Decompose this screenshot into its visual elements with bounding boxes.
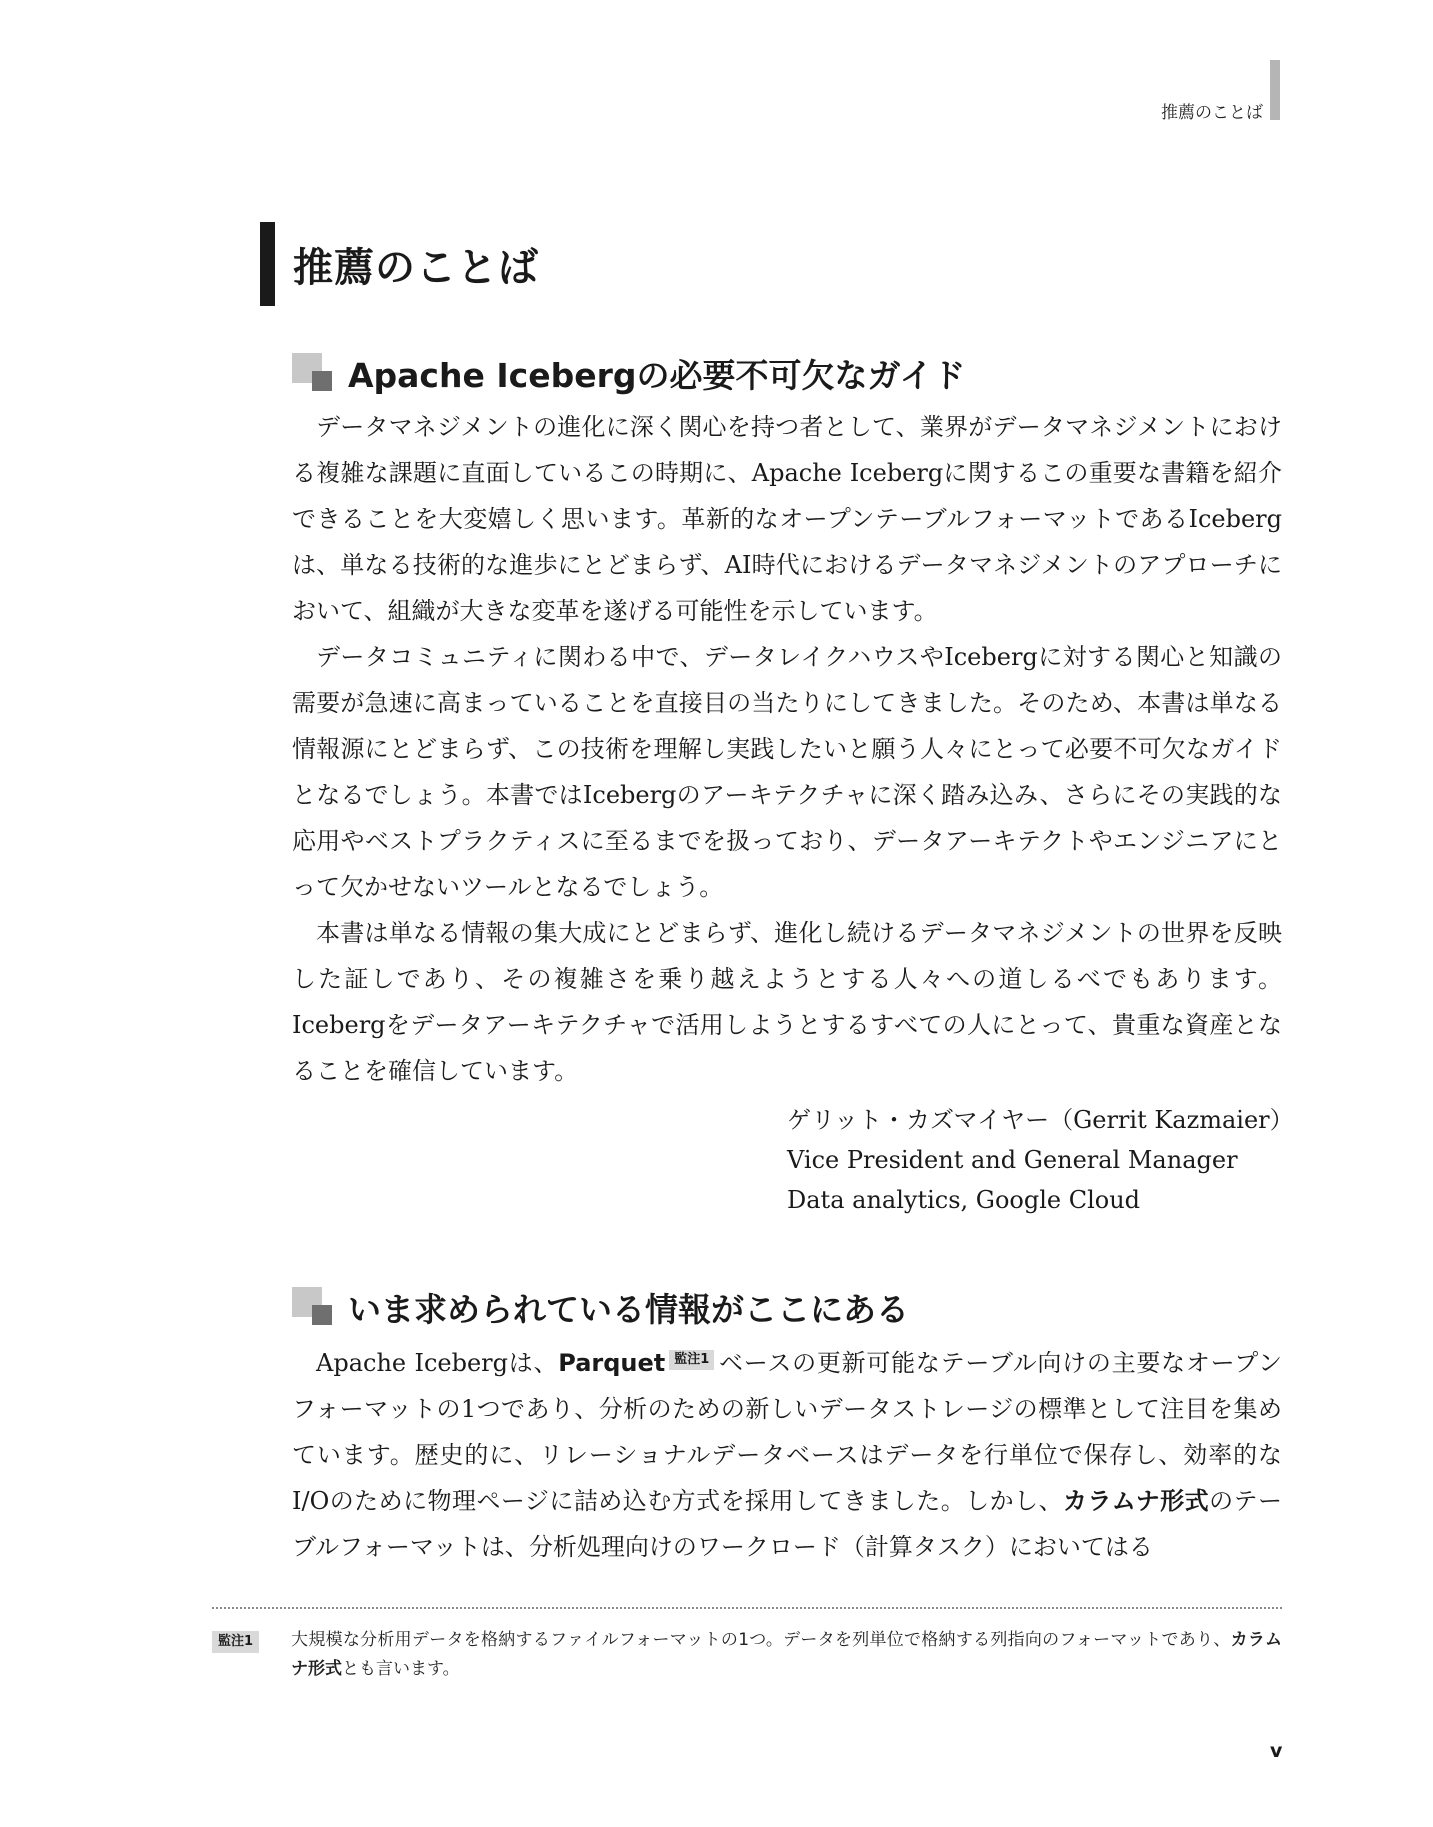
signature-role: Vice President and General Manager — [787, 1146, 1238, 1174]
chapter-bar — [260, 222, 275, 306]
signature-org: Data analytics, Google Cloud — [787, 1186, 1141, 1214]
section-2 — [292, 1282, 1282, 1570]
section-1-title: Apache Icebergの必要不可欠なガイド — [348, 355, 966, 395]
section-2-paragraph-1 — [292, 1340, 1282, 1570]
section-1 — [292, 348, 1282, 1094]
section-square-icon — [292, 1287, 336, 1327]
chapter-title-text: 推薦のことば — [293, 244, 539, 291]
signature-name: ゲリット・カズマイヤー（Gerrit Kazmaier） — [787, 1106, 1294, 1134]
section-2-text-c: のテーブルフォーマットは、分析処理向けのワークロード（計算タスク）においてはる — [292, 1487, 1282, 1561]
chapter-title — [260, 222, 539, 306]
page-number: v — [1270, 1740, 1283, 1762]
footnote-divider — [212, 1607, 1282, 1609]
section-2-heading — [292, 1282, 1282, 1332]
footnote-ref[interactable]: 監注1 — [669, 1350, 714, 1370]
running-head: 推薦のことば — [1161, 103, 1263, 123]
section-square-icon — [292, 353, 336, 393]
section-1-paragraph-1: データマネジメントの進化に深く関心を持つ者として、業界がデータマネジメントにおける複雑な課題に直面しているこの時期に、Apache Icebergに関するこの重要な書籍を紹介できることを大変嬉しく思います。革新的なオープンテーブルフォーマットであるIcebergは、単なる技術的な進歩にとどまらず、AI時代におけるデータマネジメントのアプローチにおいて、組織が大きな変革を遂げる可能性を示しています。 — [292, 413, 1282, 625]
footnote-text: 大規模な分析用データを格納するファイルフォーマットの1つ。データを列単位で格納する列指向のフォーマットであり、カラムナ形式とも言います。 — [291, 1630, 1282, 1679]
parquet-term: Parquet — [558, 1349, 666, 1377]
section-2-text-b: ベースの更新可能なテーブル向けの主要なオープンフォーマットの1つであり、分析のための新しいデータストレージの標準として注目を集めています。歴史的に、リレーショナルデータベースはデータを行単位で保存し、効率的なI/Oのために物理ページに詰め込む方式を採用してきました。しかし、 — [292, 1349, 1283, 1515]
section-1-paragraph-2: データコミュニティに関わる中で、データレイクハウスやIcebergに対する関心と知識の需要が急速に高まっていることを直接目の当たりにしてきました。そのため、本書は単なる情報源にとどまらず、この技術を理解し実践したいと願う人々にとって必要不可欠なガイドとなるでしょう。本書ではIcebergのアーキテクチャに深く踏み込み、さらにその実践的な応用やベストプラクティスに至るまでを扱っており、データアーキテクトやエンジニアにとって欠かせないツールとなるでしょう。 — [292, 643, 1282, 901]
footnote — [212, 1626, 1282, 1684]
columnar-term: カラムナ形式 — [1063, 1487, 1210, 1515]
section-2-text-a: Apache Icebergは、 — [316, 1349, 559, 1377]
footnote-tag: 監注1 — [212, 1631, 259, 1653]
running-head-bar — [1270, 60, 1280, 120]
signature — [787, 1100, 1294, 1220]
section-1-paragraph-3: 本書は単なる情報の集大成にとどまらず、進化し続けるデータマネジメントの世界を反映した証しであり、その複雑さを乗り越えようとする人々への道しるべでもあります。Icebergをデータアーキテクチャで活用しようとするすべての人にとって、貴重な資産となることを確信しています。 — [292, 919, 1282, 1085]
section-1-heading — [292, 348, 1282, 398]
section-2-title: いま求められている情報がここにある — [348, 1289, 909, 1329]
